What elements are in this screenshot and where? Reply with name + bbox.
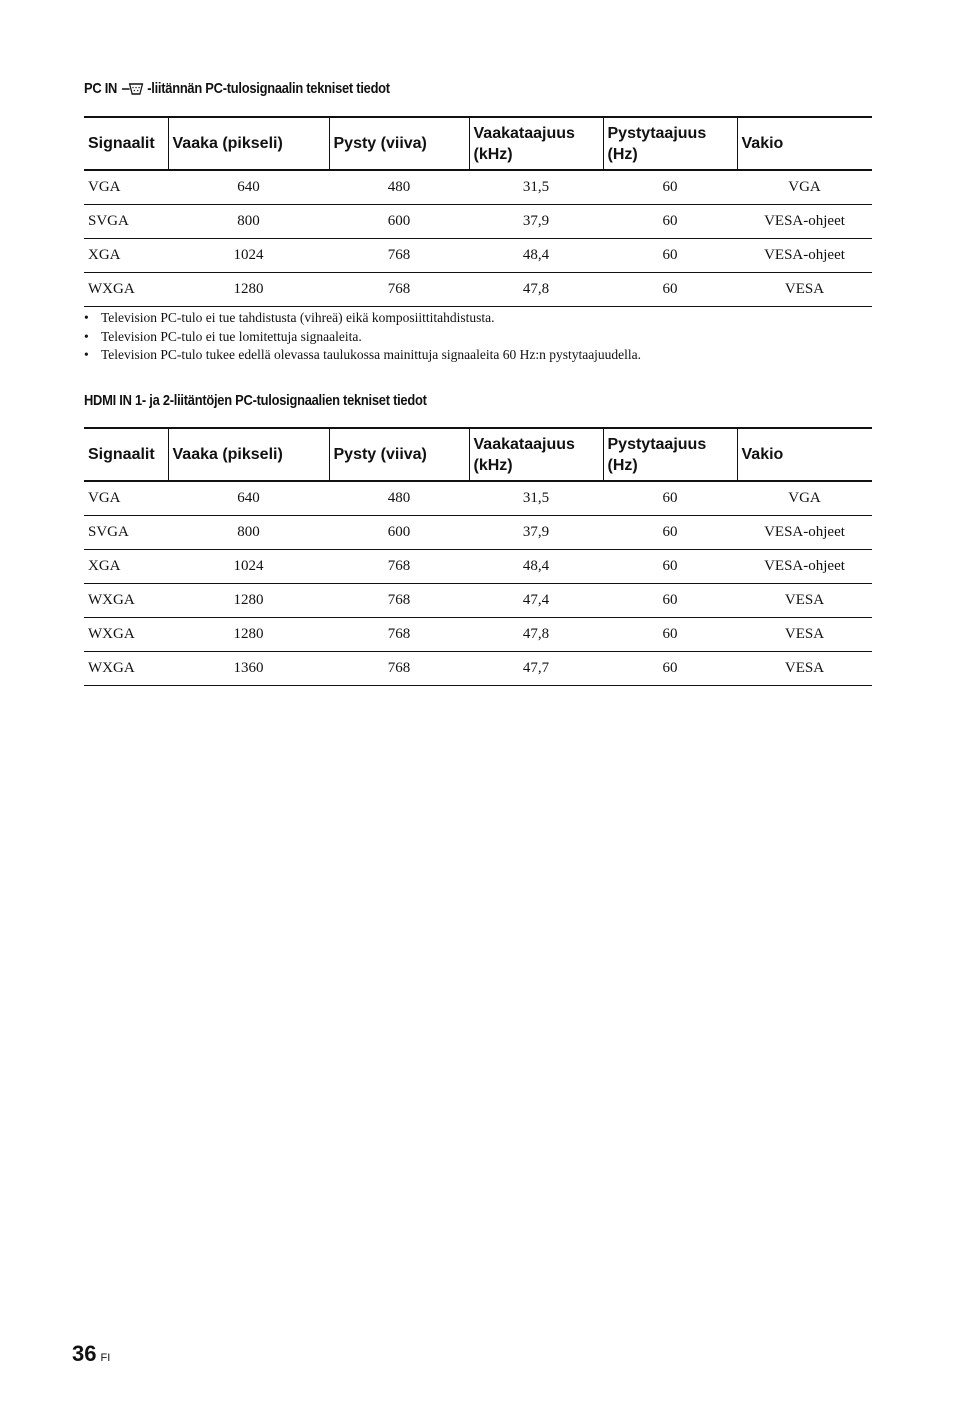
table-header-row (84, 428, 872, 481)
note-text: Television PC-tulo ei tue lomitettuja signaaleita. (101, 328, 362, 344)
language-code: FI (100, 1352, 111, 1364)
header-vertical-lines: Pysty (viiva) (329, 428, 469, 481)
cell-signal: SVGA (84, 516, 168, 550)
table-row (84, 584, 872, 618)
cell-vertical: 768 (329, 550, 469, 584)
cell-horizontal: 1280 (168, 584, 329, 618)
bullet-icon: • (84, 310, 89, 325)
cell-vertical: 768 (329, 273, 469, 307)
cell-horizontal: 1280 (168, 618, 329, 652)
table-row (84, 652, 872, 686)
cell-standard: VESA (737, 618, 872, 652)
cell-horizontal: 640 (168, 481, 329, 516)
page-number-value: 36 (72, 1341, 97, 1366)
header-horizontal-pixels: Vaaka (pikseli) (168, 428, 329, 481)
section-title-pc-in (84, 80, 390, 97)
table-row (84, 481, 872, 516)
cell-h-frequency: 37,9 (469, 205, 603, 239)
cell-h-frequency: 48,4 (469, 239, 603, 273)
pc-in-signal-table (84, 116, 872, 307)
hdmi-in-signal-table (84, 427, 872, 686)
list-item (84, 346, 641, 365)
cell-v-frequency: 60 (603, 239, 737, 273)
header-signals: Signaalit (84, 117, 168, 170)
cell-h-frequency: 31,5 (469, 481, 603, 516)
cell-h-frequency: 47,8 (469, 273, 603, 307)
cell-standard: VESA (737, 273, 872, 307)
cell-h-frequency: 48,4 (469, 550, 603, 584)
cell-vertical: 600 (329, 205, 469, 239)
cell-vertical: 768 (329, 239, 469, 273)
header-vertical-frequency: Pystytaajuus (Hz) (603, 428, 737, 481)
cell-h-frequency: 47,4 (469, 584, 603, 618)
header-horizontal-frequency: Vaakataajuus (kHz) (469, 428, 603, 481)
cell-horizontal: 1024 (168, 550, 329, 584)
header-vertical-frequency: Pystytaajuus (Hz) (603, 117, 737, 170)
header-standard: Vakio (737, 428, 872, 481)
cell-horizontal: 1024 (168, 239, 329, 273)
cell-vertical: 480 (329, 170, 469, 205)
cell-horizontal: 640 (168, 170, 329, 205)
cell-signal: VGA (84, 481, 168, 516)
cell-horizontal: 1280 (168, 273, 329, 307)
cell-v-frequency: 60 (603, 205, 737, 239)
header-standard: Vakio (737, 117, 872, 170)
cell-signal: XGA (84, 239, 168, 273)
table-row (84, 205, 872, 239)
list-item (84, 328, 641, 347)
section-title-prefix: PC IN (84, 80, 118, 97)
header-horizontal-pixels: Vaaka (pikseli) (168, 117, 329, 170)
table-row (84, 618, 872, 652)
table-row (84, 273, 872, 307)
cell-v-frequency: 60 (603, 652, 737, 686)
cell-vertical: 768 (329, 652, 469, 686)
cell-v-frequency: 60 (603, 584, 737, 618)
cell-vertical: 768 (329, 584, 469, 618)
table-row (84, 550, 872, 584)
cell-h-frequency: 31,5 (469, 170, 603, 205)
cell-horizontal: 800 (168, 516, 329, 550)
cell-v-frequency: 60 (603, 170, 737, 205)
cell-standard: VGA (737, 481, 872, 516)
bullet-icon: • (84, 347, 89, 362)
notes-list (84, 309, 641, 365)
section-title-text: HDMI IN 1- ja 2-liitäntöjen PC-tulosignaalien tekniset tiedot (84, 392, 427, 409)
cell-v-frequency: 60 (603, 516, 737, 550)
table-row (84, 516, 872, 550)
cell-standard: VESA-ohjeet (737, 205, 872, 239)
cell-horizontal: 800 (168, 205, 329, 239)
header-signals: Signaalit (84, 428, 168, 481)
cell-standard: VESA-ohjeet (737, 239, 872, 273)
cell-vertical: 600 (329, 516, 469, 550)
section-title-hdmi-in (84, 392, 427, 409)
cell-horizontal: 1360 (168, 652, 329, 686)
page-number (72, 1341, 110, 1367)
table-header-row (84, 117, 872, 170)
cell-signal: WXGA (84, 652, 168, 686)
cell-vertical: 768 (329, 618, 469, 652)
cell-v-frequency: 60 (603, 550, 737, 584)
table-row (84, 170, 872, 205)
cell-signal: WXGA (84, 618, 168, 652)
cell-standard: VESA (737, 584, 872, 618)
cell-standard: VESA (737, 652, 872, 686)
cell-signal: SVGA (84, 205, 168, 239)
cell-signal: VGA (84, 170, 168, 205)
cell-h-frequency: 37,9 (469, 516, 603, 550)
bullet-icon: • (84, 328, 89, 344)
table-row (84, 239, 872, 273)
cell-h-frequency: 47,7 (469, 652, 603, 686)
pc-in-connector-icon (121, 82, 143, 96)
cell-signal: XGA (84, 550, 168, 584)
list-item (84, 309, 641, 328)
cell-standard: VESA-ohjeet (737, 516, 872, 550)
header-vertical-lines: Pysty (viiva) (329, 117, 469, 170)
cell-v-frequency: 60 (603, 273, 737, 307)
cell-h-frequency: 47,8 (469, 618, 603, 652)
note-text: Television PC-tulo tukee edellä olevassa taulukossa mainittuja signaaleita 60 Hz:n pystytaajuudella. (101, 347, 642, 362)
cell-v-frequency: 60 (603, 618, 737, 652)
cell-vertical: 480 (329, 481, 469, 516)
cell-v-frequency: 60 (603, 481, 737, 516)
cell-signal: WXGA (84, 584, 168, 618)
cell-standard: VESA-ohjeet (737, 550, 872, 584)
section-title-suffix: -liitännän PC-tulosignaalin tekniset tiedot (147, 80, 390, 97)
header-horizontal-frequency: Vaakataajuus (kHz) (469, 117, 603, 170)
cell-standard: VGA (737, 170, 872, 205)
cell-signal: WXGA (84, 273, 168, 307)
note-text: Television PC-tulo ei tue tahdistusta (vihreä) eikä komposiittitahdistusta. (101, 310, 495, 325)
